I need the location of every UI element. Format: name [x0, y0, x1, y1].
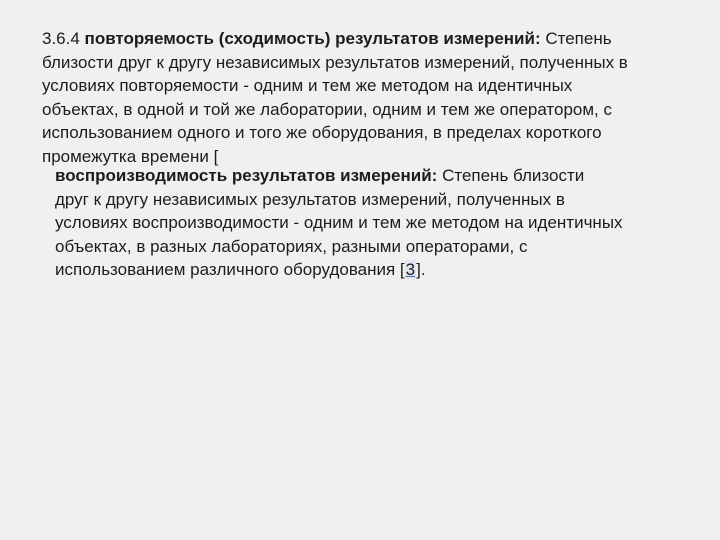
text-line: условиях воспроизводимости - одним и тем же методом на идентичных	[55, 213, 623, 232]
text-line	[55, 164, 695, 188]
text-line: близости друг к другу независимых результатов измерений, полученных в	[42, 52, 628, 72]
term-reproducibility: воспроизводимость результатов измерений:	[55, 166, 438, 185]
reference-link[interactable]: 3	[405, 260, 416, 279]
text-line: условиях повторяемости - одним и тем же методом на идентичных	[42, 76, 573, 95]
reproducibility-definition	[55, 164, 695, 282]
text-line: промежутка времени [	[42, 146, 219, 166]
definition-text: Степень близости	[437, 166, 585, 185]
text-line: объектах, в одной и той же лаборатории, одним и тем же оператором, с	[42, 99, 612, 119]
definition-text: Степень	[540, 29, 612, 48]
definition-text: использованием различного оборудования [	[55, 260, 405, 279]
text-line: друг к другу независимых результатов измерений, полученных в	[55, 189, 565, 209]
text-line	[55, 258, 695, 282]
section-number: 3.6.4	[42, 29, 85, 48]
definition-text-end: ].	[416, 260, 426, 279]
text-line: объектах, в разных лабораториях, разными операторами, с	[55, 236, 528, 256]
term-repeatability: повторяемость (сходимость) результатов измерений:	[84, 29, 541, 48]
text-line: использованием одного и того же оборудования, в пределах короткого	[42, 123, 602, 142]
text-line	[42, 27, 694, 51]
repeatability-definition	[42, 27, 694, 168]
